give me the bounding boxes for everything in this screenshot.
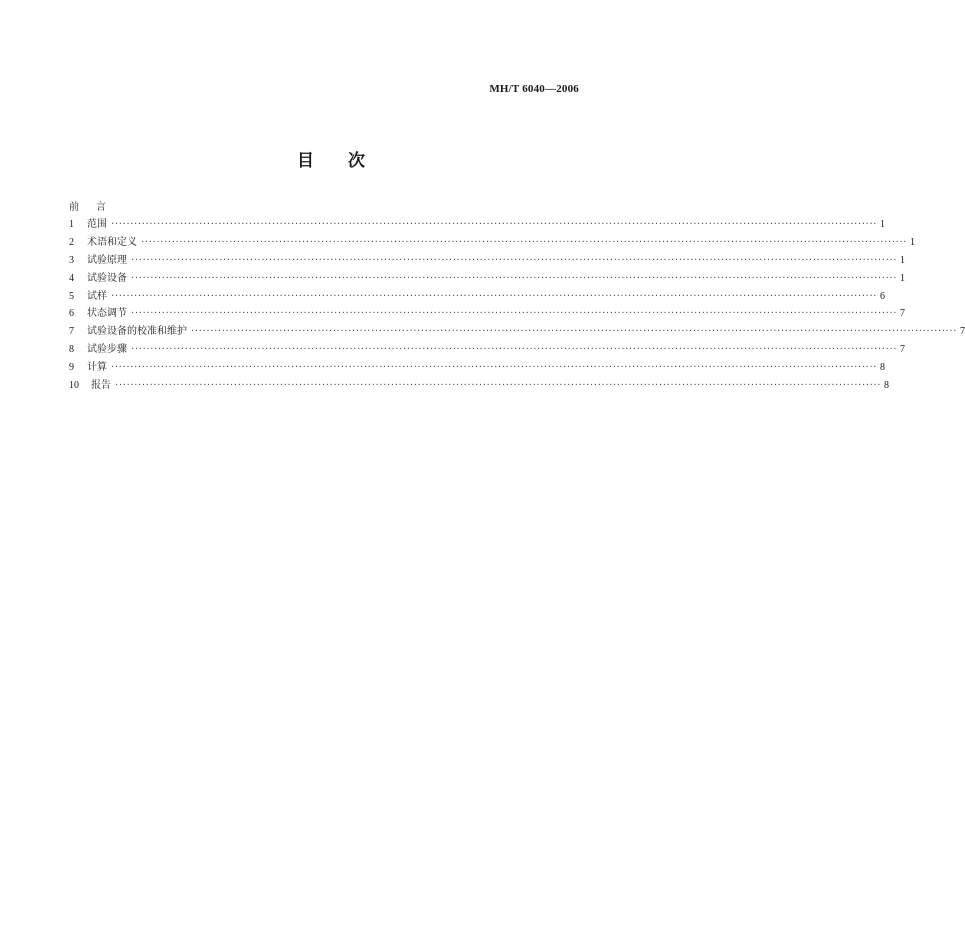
toc-entry-title: 报告 bbox=[91, 380, 111, 392]
toc-entry-page: 7 bbox=[960, 326, 965, 338]
toc-dot-leader: ········································································································································································································ bbox=[131, 272, 898, 284]
toc-entry-title: 试验设备 bbox=[87, 272, 127, 284]
toc-dot-leader: ········································································································································································································ bbox=[131, 254, 898, 266]
toc-entry[interactable] bbox=[69, 305, 906, 323]
toc-entry-number: 4 bbox=[69, 272, 74, 284]
toc-entry-page: 1 bbox=[900, 272, 906, 284]
toc-entry-number: 8 bbox=[69, 344, 74, 356]
toc-entry-title: 试验设备的校准和维护 bbox=[87, 326, 187, 338]
toc-entry-number: 10 bbox=[69, 380, 79, 392]
toc-entry-number: 1 bbox=[69, 219, 74, 230]
toc-dot-leader: ········································································································································································································ bbox=[131, 308, 898, 320]
toc-entry-page: 1 bbox=[910, 236, 916, 248]
toc-entry-title: 试验步骤 bbox=[87, 344, 127, 356]
toc-dot-leader: ········································································································································································································ bbox=[111, 219, 878, 230]
toc-entry-page: 7 bbox=[900, 344, 906, 356]
toc-dot-leader: ········································································································································································································ bbox=[111, 362, 878, 374]
toc-entry[interactable] bbox=[69, 234, 916, 252]
toc-entry-page: 7 bbox=[900, 308, 906, 320]
toc-entry-number: 9 bbox=[69, 362, 74, 374]
toc-title bbox=[0, 146, 662, 171]
toc-dot-leader: ········································································································································································································ bbox=[111, 290, 878, 302]
toc-preface: 前言 bbox=[69, 202, 123, 213]
toc-title-char-1: 目 bbox=[297, 151, 314, 171]
toc-entry-page: 8 bbox=[884, 380, 890, 392]
toc-dot-leader: ········································································································································································································ bbox=[141, 236, 908, 248]
toc-entry-title: 试样 bbox=[87, 290, 107, 302]
toc-dot-leader: ········································································································································································································ bbox=[115, 380, 882, 392]
toc-entry-number: 3 bbox=[69, 254, 74, 266]
toc-entry-title: 范围 bbox=[87, 219, 107, 230]
toc-dot-leader: ········································································································································································································ bbox=[131, 344, 898, 356]
toc-entry[interactable] bbox=[69, 288, 886, 306]
toc-entry-title: 试验原理 bbox=[87, 254, 127, 266]
toc-entry-number: 5 bbox=[69, 290, 74, 302]
toc-entry-page: 8 bbox=[880, 362, 886, 374]
toc-entry-number: 7 bbox=[69, 326, 74, 338]
table-of-contents bbox=[69, 200, 965, 395]
toc-entry-page: 6 bbox=[880, 290, 886, 302]
toc-entry-title: 术语和定义 bbox=[87, 236, 137, 248]
toc-entry-title: 计算 bbox=[87, 362, 107, 374]
toc-entry[interactable] bbox=[69, 252, 906, 270]
toc-entry[interactable] bbox=[69, 323, 965, 341]
toc-entry-title: 状态调节 bbox=[87, 308, 127, 320]
toc-entry-number: 6 bbox=[69, 308, 74, 320]
toc-dot-leader: ········································································································································································································ bbox=[191, 326, 958, 338]
toc-entry[interactable] bbox=[69, 377, 890, 395]
toc-entry[interactable] bbox=[69, 341, 906, 359]
toc-entry-number: 2 bbox=[69, 236, 74, 248]
toc-entry[interactable] bbox=[69, 216, 886, 234]
standard-code: MH/T 6040—2006 bbox=[489, 83, 579, 95]
toc-entry[interactable] bbox=[69, 359, 886, 377]
toc-entry-page: 1 bbox=[880, 219, 886, 230]
toc-title-char-2: 次 bbox=[348, 151, 365, 171]
toc-entry-page: 1 bbox=[900, 254, 906, 266]
toc-entry[interactable] bbox=[69, 270, 906, 288]
